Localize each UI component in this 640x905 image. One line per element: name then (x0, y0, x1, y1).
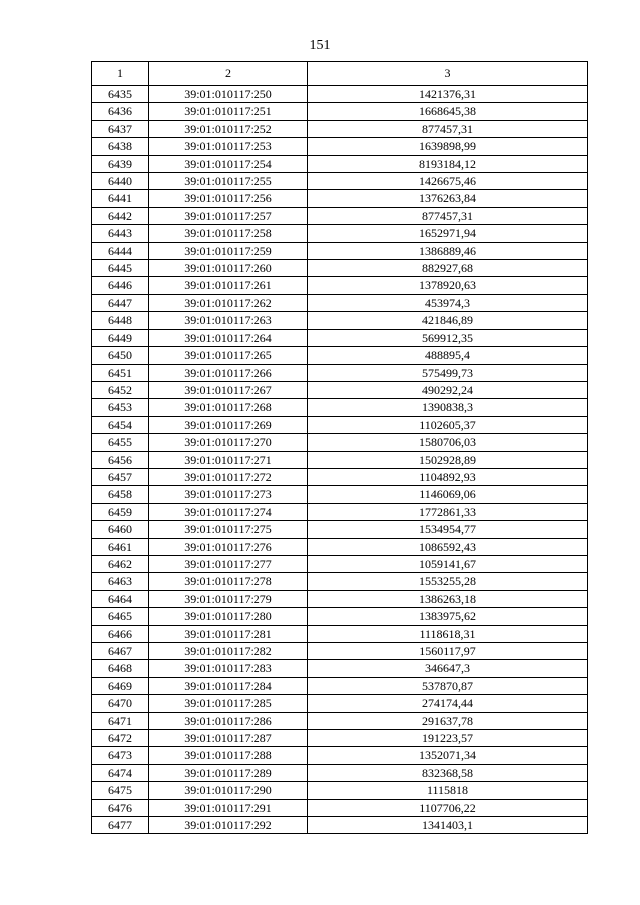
cadastral-number-cell: 39:01:010117:267 (149, 381, 308, 398)
cadastral-number-cell: 39:01:010117:285 (149, 695, 308, 712)
table-row (92, 677, 588, 694)
table-row (92, 468, 588, 485)
value-cell: 882927,68 (308, 260, 588, 277)
cadastral-number-cell: 39:01:010117:273 (149, 486, 308, 503)
cadastral-table (91, 61, 588, 834)
table-row (92, 643, 588, 660)
value-cell: 1104892,93 (308, 468, 588, 485)
row-number-cell: 6456 (92, 451, 149, 468)
cadastral-number-cell: 39:01:010117:287 (149, 730, 308, 747)
cadastral-number-cell: 39:01:010117:274 (149, 503, 308, 520)
value-cell: 1421376,31 (308, 86, 588, 103)
value-cell: 575499,73 (308, 364, 588, 381)
cadastral-number-cell: 39:01:010117:250 (149, 86, 308, 103)
value-cell: 1652971,94 (308, 225, 588, 242)
row-number-cell: 6462 (92, 555, 149, 572)
cadastral-number-cell: 39:01:010117:291 (149, 799, 308, 816)
row-number-cell: 6453 (92, 399, 149, 416)
cadastral-number-cell: 39:01:010117:276 (149, 538, 308, 555)
value-cell: 490292,24 (308, 381, 588, 398)
cadastral-number-cell: 39:01:010117:259 (149, 242, 308, 259)
cadastral-number-cell: 39:01:010117:260 (149, 260, 308, 277)
row-number-cell: 6458 (92, 486, 149, 503)
table-row (92, 799, 588, 816)
cadastral-number-cell: 39:01:010117:271 (149, 451, 308, 468)
cadastral-number-cell: 39:01:010117:256 (149, 190, 308, 207)
table-row (92, 782, 588, 799)
table-row (92, 486, 588, 503)
table-row (92, 730, 588, 747)
row-number-cell: 6455 (92, 434, 149, 451)
table-row (92, 503, 588, 520)
row-number-cell: 6446 (92, 277, 149, 294)
value-cell: 1059141,67 (308, 555, 588, 572)
value-cell: 1386263,18 (308, 590, 588, 607)
value-cell: 1553255,28 (308, 573, 588, 590)
table-row (92, 555, 588, 572)
table-row (92, 434, 588, 451)
value-cell: 1772861,33 (308, 503, 588, 520)
cadastral-number-cell: 39:01:010117:265 (149, 347, 308, 364)
table-row (92, 364, 588, 381)
value-cell: 1560117,97 (308, 643, 588, 660)
cadastral-number-cell: 39:01:010117:266 (149, 364, 308, 381)
value-cell: 1390838,3 (308, 399, 588, 416)
value-cell: 1639898,99 (308, 138, 588, 155)
cadastral-number-cell: 39:01:010117:275 (149, 521, 308, 538)
value-cell: 877457,31 (308, 120, 588, 137)
value-cell: 1118618,31 (308, 625, 588, 642)
value-cell: 1502928,89 (308, 451, 588, 468)
table-row (92, 173, 588, 190)
row-number-cell: 6454 (92, 416, 149, 433)
table-row (92, 155, 588, 172)
row-number-cell: 6465 (92, 608, 149, 625)
value-cell: 453974,3 (308, 294, 588, 311)
row-number-cell: 6436 (92, 103, 149, 120)
row-number-cell: 6463 (92, 573, 149, 590)
row-number-cell: 6439 (92, 155, 149, 172)
value-cell: 421846,89 (308, 312, 588, 329)
cadastral-number-cell: 39:01:010117:255 (149, 173, 308, 190)
cadastral-number-cell: 39:01:010117:261 (149, 277, 308, 294)
cadastral-number-cell: 39:01:010117:258 (149, 225, 308, 242)
cadastral-number-cell: 39:01:010117:269 (149, 416, 308, 433)
value-cell: 1534954,77 (308, 521, 588, 538)
cadastral-number-cell: 39:01:010117:268 (149, 399, 308, 416)
cadastral-number-cell: 39:01:010117:251 (149, 103, 308, 120)
cadastral-number-cell: 39:01:010117:280 (149, 608, 308, 625)
table-row (92, 538, 588, 555)
row-number-cell: 6467 (92, 643, 149, 660)
row-number-cell: 6460 (92, 521, 149, 538)
cadastral-number-cell: 39:01:010117:252 (149, 120, 308, 137)
cadastral-number-cell: 39:01:010117:254 (149, 155, 308, 172)
value-cell: 1352071,34 (308, 747, 588, 764)
value-cell: 1086592,43 (308, 538, 588, 555)
row-number-cell: 6468 (92, 660, 149, 677)
value-cell: 1115818 (308, 782, 588, 799)
table-row (92, 764, 588, 781)
row-number-cell: 6461 (92, 538, 149, 555)
table-row (92, 312, 588, 329)
table-row (92, 225, 588, 242)
value-cell: 537870,87 (308, 677, 588, 694)
value-cell: 832368,58 (308, 764, 588, 781)
table-row (92, 294, 588, 311)
cadastral-number-cell: 39:01:010117:257 (149, 207, 308, 224)
row-number-cell: 6470 (92, 695, 149, 712)
row-number-cell: 6452 (92, 381, 149, 398)
table-row (92, 608, 588, 625)
row-number-cell: 6451 (92, 364, 149, 381)
column-header-2: 2 (149, 62, 308, 86)
value-cell: 8193184,12 (308, 155, 588, 172)
row-number-cell: 6473 (92, 747, 149, 764)
cadastral-number-cell: 39:01:010117:289 (149, 764, 308, 781)
table-row (92, 120, 588, 137)
row-number-cell: 6450 (92, 347, 149, 364)
value-cell: 569912,35 (308, 329, 588, 346)
table-row (92, 347, 588, 364)
value-cell: 1146069,06 (308, 486, 588, 503)
table-row (92, 86, 588, 103)
row-number-cell: 6466 (92, 625, 149, 642)
table-row (92, 381, 588, 398)
row-number-cell: 6477 (92, 817, 149, 834)
table-row (92, 625, 588, 642)
value-cell: 291637,78 (308, 712, 588, 729)
cadastral-number-cell: 39:01:010117:282 (149, 643, 308, 660)
table-row (92, 207, 588, 224)
row-number-cell: 6442 (92, 207, 149, 224)
table-row (92, 573, 588, 590)
value-cell: 1376263,84 (308, 190, 588, 207)
row-number-cell: 6441 (92, 190, 149, 207)
cadastral-number-cell: 39:01:010117:262 (149, 294, 308, 311)
table-row (92, 590, 588, 607)
row-number-cell: 6438 (92, 138, 149, 155)
row-number-cell: 6435 (92, 86, 149, 103)
cadastral-number-cell: 39:01:010117:279 (149, 590, 308, 607)
cadastral-number-cell: 39:01:010117:283 (149, 660, 308, 677)
value-cell: 1378920,63 (308, 277, 588, 294)
table-row (92, 416, 588, 433)
cadastral-number-cell: 39:01:010117:263 (149, 312, 308, 329)
value-cell: 1341403,1 (308, 817, 588, 834)
row-number-cell: 6444 (92, 242, 149, 259)
value-cell: 877457,31 (308, 207, 588, 224)
row-number-cell: 6464 (92, 590, 149, 607)
cadastral-number-cell: 39:01:010117:264 (149, 329, 308, 346)
value-cell: 1580706,03 (308, 434, 588, 451)
column-header-3: 3 (308, 62, 588, 86)
table-row (92, 277, 588, 294)
table-row (92, 747, 588, 764)
cadastral-number-cell: 39:01:010117:284 (149, 677, 308, 694)
cadastral-number-cell: 39:01:010117:286 (149, 712, 308, 729)
value-cell: 191223,57 (308, 730, 588, 747)
cadastral-number-cell: 39:01:010117:290 (149, 782, 308, 799)
row-number-cell: 6476 (92, 799, 149, 816)
value-cell: 1102605,37 (308, 416, 588, 433)
table-row (92, 242, 588, 259)
row-number-cell: 6443 (92, 225, 149, 242)
row-number-cell: 6437 (92, 120, 149, 137)
cadastral-number-cell: 39:01:010117:278 (149, 573, 308, 590)
column-header-1: 1 (92, 62, 149, 86)
row-number-cell: 6448 (92, 312, 149, 329)
cadastral-number-cell: 39:01:010117:292 (149, 817, 308, 834)
row-number-cell: 6457 (92, 468, 149, 485)
value-cell: 1668645,38 (308, 103, 588, 120)
row-number-cell: 6475 (92, 782, 149, 799)
table-row (92, 103, 588, 120)
cadastral-number-cell: 39:01:010117:270 (149, 434, 308, 451)
row-number-cell: 6445 (92, 260, 149, 277)
cadastral-number-cell: 39:01:010117:272 (149, 468, 308, 485)
table-row (92, 712, 588, 729)
row-number-cell: 6449 (92, 329, 149, 346)
row-number-cell: 6472 (92, 730, 149, 747)
page-number: 151 (309, 38, 331, 53)
table-header-row (92, 62, 588, 86)
table-row (92, 138, 588, 155)
row-number-cell: 6447 (92, 294, 149, 311)
table-row (92, 399, 588, 416)
cadastral-number-cell: 39:01:010117:281 (149, 625, 308, 642)
table-row (92, 329, 588, 346)
row-number-cell: 6469 (92, 677, 149, 694)
value-cell: 274174,44 (308, 695, 588, 712)
cadastral-number-cell: 39:01:010117:277 (149, 555, 308, 572)
value-cell: 1383975,62 (308, 608, 588, 625)
value-cell: 1107706,22 (308, 799, 588, 816)
table-body (92, 86, 588, 834)
value-cell: 1386889,46 (308, 242, 588, 259)
row-number-cell: 6471 (92, 712, 149, 729)
table-row (92, 521, 588, 538)
value-cell: 1426675,46 (308, 173, 588, 190)
table-row (92, 695, 588, 712)
row-number-cell: 6440 (92, 173, 149, 190)
cadastral-number-cell: 39:01:010117:288 (149, 747, 308, 764)
table-row (92, 817, 588, 834)
value-cell: 488895,4 (308, 347, 588, 364)
value-cell: 346647,3 (308, 660, 588, 677)
table-row (92, 190, 588, 207)
table-row (92, 260, 588, 277)
row-number-cell: 6474 (92, 764, 149, 781)
table-row (92, 451, 588, 468)
row-number-cell: 6459 (92, 503, 149, 520)
table-row (92, 660, 588, 677)
cadastral-number-cell: 39:01:010117:253 (149, 138, 308, 155)
